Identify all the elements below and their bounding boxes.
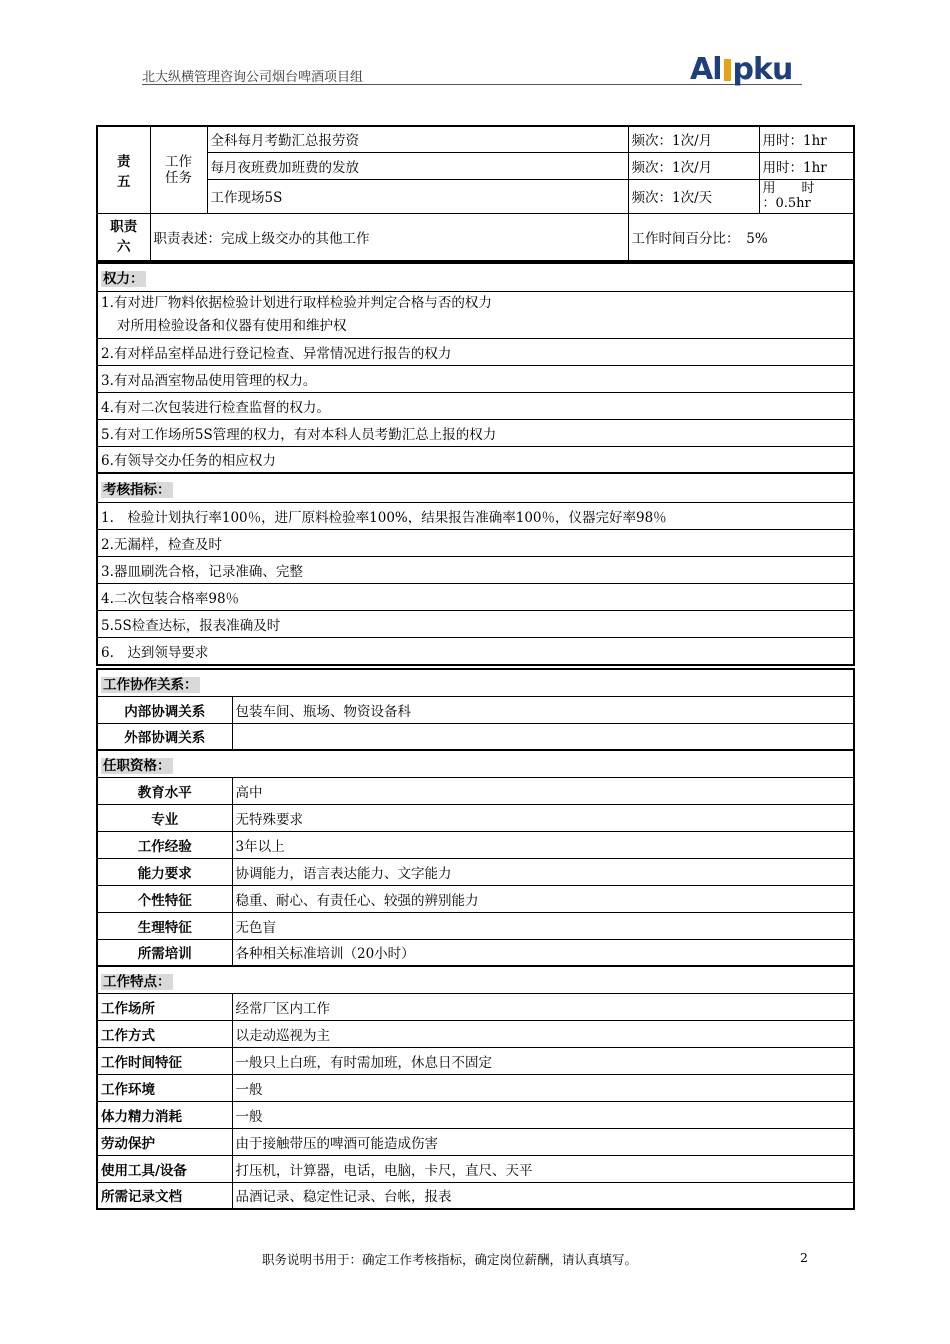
authority-title: 权力：: [97, 263, 854, 291]
authority-item: 5.有对工作场所5S管理的权力，有对本科人员考勤汇总上报的权力: [97, 419, 854, 446]
logo-text-right: pku: [732, 52, 793, 87]
alpku-logo: [690, 52, 792, 87]
feature-value: 一般: [232, 1101, 854, 1128]
qualification-value: 无色盲: [232, 912, 854, 939]
duty5-task: 工作现场5S: [207, 179, 628, 213]
feature-label: 工作方式: [97, 1020, 232, 1047]
logo-mark-icon: [724, 59, 731, 81]
feature-label: 劳动保护: [97, 1128, 232, 1155]
kpi-item: 6. 达到领导要求: [97, 637, 854, 665]
cooperation-value: [232, 723, 854, 750]
duties-table: [96, 125, 855, 262]
qualification-value: 各种相关标准培训（20小时）: [232, 939, 854, 966]
authority-item: 4.有对二次包装进行检查监督的权力。: [97, 392, 854, 419]
duty6-percent: 工作时间百分比： 5%: [628, 213, 854, 261]
duty5-time: 用 时 ：0.5hr: [759, 179, 854, 213]
duty5-label: 责五: [97, 126, 150, 213]
duty5-task: 全科每月考勤汇总报劳资: [207, 126, 628, 152]
kpi-title: 考核指标：: [97, 473, 854, 502]
cooperation-qualification-table: [96, 668, 855, 967]
feature-value: 一般只上白班，有时需加班，休息日不固定: [232, 1047, 854, 1074]
feature-value: 打压机，计算器，电话，电脑，卡尺，直尺、天平: [232, 1155, 854, 1182]
logo-text-left: Al: [690, 52, 722, 87]
feature-value: 经常厂区内工作: [232, 993, 854, 1020]
duty5-time: 用时：1hr: [759, 152, 854, 179]
footer-text: 职务说明书用于：确定工作考核指标，确定岗位薪酬，请认真填写。: [262, 1252, 638, 1267]
qualification-value: 稳重、耐心、有责任心、较强的辨别能力: [232, 885, 854, 912]
feature-label: 工作场所: [97, 993, 232, 1020]
duty5-time: 用时：1hr: [759, 126, 854, 152]
authority-kpi-table: [96, 262, 855, 666]
cooperation-title: 工作协作关系：: [97, 669, 854, 696]
authority-item: 6.有领导交办任务的相应权力: [97, 446, 854, 473]
feature-label: 工作时间特征: [97, 1047, 232, 1074]
feature-label: 所需记录文档: [97, 1182, 232, 1209]
qualification-label: 生理特征: [97, 912, 232, 939]
cooperation-label: 内部协调关系: [97, 696, 232, 723]
cooperation-value: 包装车间、瓶场、物资设备科: [232, 696, 854, 723]
header-company-text: 北大纵横管理咨询公司烟台啤酒项目组: [142, 70, 364, 85]
page-number: 2: [800, 1250, 808, 1265]
authority-item: 2.有对样品室样品进行登记检查、异常情况进行报告的权力: [97, 338, 854, 365]
kpi-item: 5.5S检查达标，报表准确及时: [97, 610, 854, 637]
authority-item: 3.有对品酒室物品使用管理的权力。: [97, 365, 854, 392]
qualification-value: 协调能力，语言表达能力、文字能力: [232, 858, 854, 885]
duty5-frequency: 频次：1次/月: [628, 152, 759, 179]
feature-value: 一般: [232, 1074, 854, 1101]
duty5-task-label: 工作任务: [150, 126, 207, 213]
work-features-table: [96, 965, 855, 1210]
qualification-label: 教育水平: [97, 777, 232, 804]
qualification-label: 工作经验: [97, 831, 232, 858]
duty6-description: 职责表述：完成上级交办的其他工作: [150, 213, 628, 261]
qualification-label: 能力要求: [97, 858, 232, 885]
qualification-label: 所需培训: [97, 939, 232, 966]
qualification-label: 个性特征: [97, 885, 232, 912]
qualification-value: 高中: [232, 777, 854, 804]
features-title: 工作特点：: [97, 966, 854, 993]
kpi-item: 2.无漏样，检查及时: [97, 529, 854, 556]
duty5-task: 每月夜班费加班费的发放: [207, 152, 628, 179]
qualification-value: 3年以上: [232, 831, 854, 858]
feature-value: 品酒记录、稳定性记录、台帐，报表: [232, 1182, 854, 1209]
qualification-label: 专业: [97, 804, 232, 831]
kpi-item: 4.二次包装合格率98％: [97, 583, 854, 610]
authority-item: 1.有对进厂物料依据检验计划进行取样检验并判定合格与否的权力 对所用检验设备和仪器有使用和维护权: [97, 291, 854, 338]
duty6-label: 职责六: [97, 213, 150, 261]
feature-label: 体力精力消耗: [97, 1101, 232, 1128]
kpi-item: 3.器皿刷洗合格，记录准确、完整: [97, 556, 854, 583]
duty5-frequency: 频次：1次/天: [628, 179, 759, 213]
feature-value: 由于接触带压的啤酒可能造成伤害: [232, 1128, 854, 1155]
qualification-title: 任职资格：: [97, 750, 854, 777]
duty5-frequency: 频次：1次/月: [628, 126, 759, 152]
qualification-value: 无特殊要求: [232, 804, 854, 831]
feature-label: 使用工具/设备: [97, 1155, 232, 1182]
kpi-item: 1. 检验计划执行率100％，进厂原料检验率100%，结果报告准确率100％，仪器完好率98％: [97, 502, 854, 529]
feature-label: 工作环境: [97, 1074, 232, 1101]
cooperation-label: 外部协调关系: [97, 723, 232, 750]
feature-value: 以走动巡视为主: [232, 1020, 854, 1047]
